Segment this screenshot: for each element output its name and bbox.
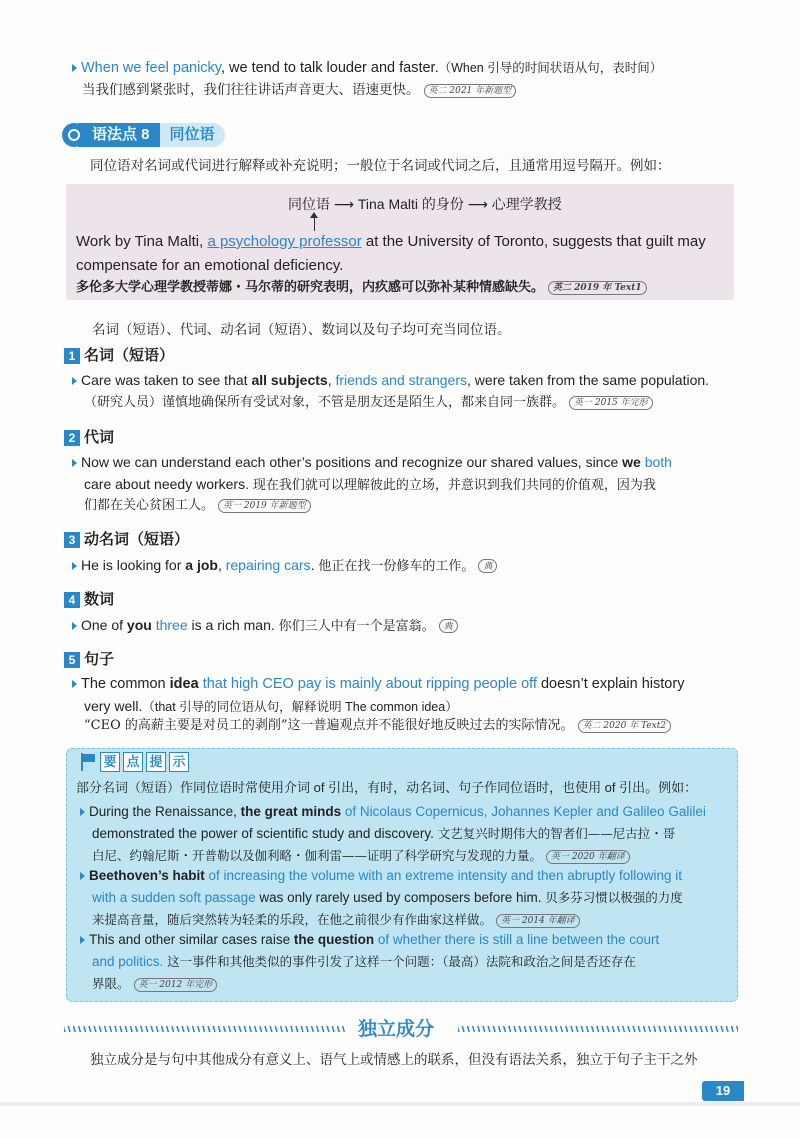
en-segment: doesn’t explain history [536, 676, 685, 692]
item-3-heading [64, 530, 189, 550]
item-1-heading [64, 346, 174, 366]
item-1-cn [84, 393, 653, 413]
cn-text: 贝多芬习惯以极强的力度 [545, 890, 683, 905]
en-segment: , were taken from the same population. [467, 372, 710, 388]
en-segment-bold: the great minds [240, 804, 342, 819]
en-segment: is a rich man. [187, 617, 275, 633]
en-segment: , [217, 557, 226, 573]
intro-en-highlight: When we feel panicky [81, 60, 221, 76]
en-segment-bold: Beethoven’s [89, 868, 173, 883]
en-segment: One of [81, 617, 127, 633]
en-segment: demonstrated the power of scientific study and discovery. [92, 826, 434, 841]
item-title: 句子 [84, 651, 115, 668]
intro-note: （When 引导的时间状语从句，表时间） [438, 61, 663, 75]
item-2-en-line2 [84, 474, 656, 496]
en-segment-highlight: and politics. [92, 954, 164, 969]
item-5-en [72, 674, 684, 694]
grammar-point-title: 同位语 [160, 123, 225, 147]
appositive-diagram: 同位语 ⟶ Tina Malti 的身份 ⟶ 心理学教授 [288, 196, 562, 212]
bullet-icon [72, 680, 77, 688]
tips-char: 要 [100, 752, 120, 772]
item-2-en [72, 452, 672, 472]
arrow-up-icon [310, 212, 318, 218]
bullet-icon [72, 64, 77, 72]
en-segment: The common [81, 676, 170, 692]
item-5-cn [84, 716, 671, 736]
en-segment-highlight: three [155, 617, 188, 633]
example-en-part2: at the University of Toronto, suggests that guilt may [361, 233, 706, 250]
cn-text: 界限。 [92, 976, 130, 991]
cn-text: 们都在关心贫困工人。 [84, 498, 215, 513]
source-tag: 英二 2021 年新题型 [424, 84, 517, 98]
cn-text: “CEO 的高薪主要是对员工的剥削”这一普遍观点并不能很好地反映过去的实际情况。 [84, 718, 574, 733]
cn-text: 这一事件和其他类似的事件引发了这样一个问题：（最高）法院和政治之间是否还存在 [167, 954, 636, 969]
definition-text: 同位语对名词或代词进行解释或补充说明；一般位于名词或代词之后，且通常用逗号隔开。例如： [90, 158, 671, 173]
bullet-icon [72, 459, 77, 467]
divider [458, 1026, 738, 1032]
source-tag: 英一 2012 年完形 [134, 978, 218, 992]
en-segment-highlight: both [644, 454, 672, 470]
en-segment-bold: a job [185, 557, 218, 573]
en-segment-highlight: of Nicolaus Copernicus, Johannes Kepler and Galileo Galilei [341, 804, 706, 819]
bullet-icon [80, 872, 85, 880]
item-2-cn-line2 [84, 496, 311, 516]
example-cn-text: 多伦多大学心理学教授蒂娜・马尔蒂的研究表明，内疚感可以弥补某种情感缺失。 [76, 280, 545, 295]
en-segment: , [327, 372, 336, 388]
cn-text: 你们三人中有一个是富翁。 [278, 619, 435, 634]
cn-text: 现在我们就可以理解彼此的立场，并意识到我们共同的价值观，因为我 [252, 478, 656, 493]
en-segment-highlight: that high CEO pay is mainly about ripping people off [202, 676, 537, 692]
bottom-bar [0, 1102, 800, 1106]
tips-example-1-line2 [92, 824, 675, 844]
en-segment: Now we can understand each other’s positions and recognize our shared values, since [81, 454, 623, 470]
tips-char: 提 [146, 752, 166, 772]
tips-example-2-line2 [92, 888, 683, 908]
cn-text: 他正在找一份修车的工作。 [318, 559, 475, 574]
source-tag: 典 [439, 619, 458, 633]
divider [64, 1026, 346, 1032]
en-segment-bold: the question [293, 932, 375, 947]
en-segment-bold: idea [169, 676, 199, 692]
en-segment-highlight: friends and strangers [335, 372, 468, 388]
example-en-part1: Work by Tina Malti, [76, 233, 208, 250]
bullet-icon [72, 377, 77, 385]
tips-example-3 [80, 930, 659, 950]
en-segment-bold: we [622, 454, 641, 470]
en-segment-bold: you [126, 617, 152, 633]
tips-example-1 [80, 802, 706, 822]
bullet-icon [72, 562, 77, 570]
item-title: 代词 [84, 429, 115, 446]
example-box-en [76, 232, 706, 252]
number-badge: 1 [64, 348, 80, 364]
section-title: 独立成分 [358, 1019, 435, 1040]
en-segment: was only rarely used by composers before him. [255, 890, 542, 905]
item-5-heading [64, 650, 114, 670]
source-tag: 英一 2014 年翻译 [496, 914, 580, 928]
source-tag: 英二 2020 年 Text2 [578, 719, 672, 733]
tips-example-1-cn [92, 846, 630, 866]
en-segment: He is looking for [81, 557, 186, 573]
number-badge: 5 [64, 652, 80, 668]
intro-en-rest: , we tend to talk louder and faster. [220, 60, 439, 76]
item-4-heading [64, 590, 114, 610]
intro-cn-text: 当我们感到紧张时，我们往往讲话声音更大、语速更快。 [82, 82, 420, 98]
cn-text: （研究人员）谨慎地确保所有受试对象，不管是朋友还是陌生人，都来自同一族群。 [84, 395, 566, 410]
intro-example-en [72, 58, 662, 78]
item-title: 名词（短语） [84, 347, 175, 364]
source-tag: 英一 2019 年新题型 [218, 499, 311, 513]
section-heading [0, 1014, 800, 1040]
item-1-en [72, 370, 709, 390]
intro-example-cn [82, 80, 516, 100]
en-segment: Care was taken to see that [81, 372, 252, 388]
source-tag: 英二 2019 年 Text1 [548, 281, 647, 295]
item-5-en-line2 [84, 696, 458, 717]
tips-char: 示 [169, 752, 189, 772]
tips-example-2 [80, 866, 682, 886]
cn-text: 白尼、约翰尼斯・开普勒以及伽利略・伽利雷——证明了科学研究与发现的力量。 [92, 848, 543, 863]
appositive-highlight: a psychology professor [207, 233, 362, 250]
bullet-icon [80, 808, 85, 816]
flag-icon [80, 753, 96, 771]
en-segment: very well. [84, 698, 143, 714]
cn-text: 文艺复兴时期伟大的智者们——尼古拉・哥 [437, 826, 676, 841]
en-segment-bold: habit [172, 868, 205, 883]
bullet-icon [72, 622, 77, 630]
summary-line: 名词（短语）、代词、动名词（短语）、数词以及句子均可充当同位语。 [92, 322, 511, 337]
section-text: 独立成分是与句中其他成分有意义上、语气上或情感上的联系，但没有语法关系，独立于句子主干之外 [90, 1052, 698, 1067]
bullet-icon [80, 936, 85, 944]
tips-example-3-line2 [92, 952, 636, 972]
item-note: （that 引导的同位语从句，解释说明 The common idea） [142, 700, 458, 714]
tips-example-3-cn [92, 974, 217, 994]
item-3-en [72, 555, 497, 577]
number-badge: 2 [64, 430, 80, 446]
en-segment-highlight: repairing cars [225, 557, 311, 573]
item-2-heading [64, 428, 114, 448]
tips-char: 点 [123, 752, 143, 772]
tips-intro: 部分名词（短语）作同位语时常使用介词 of 引出，有时，动名词、句子作同位语时，也使用 of 引出。例如： [76, 780, 698, 795]
en-segment: This and other similar cases raise [89, 932, 294, 947]
grammar-point-heading [62, 122, 225, 148]
page-number: 19 [702, 1081, 744, 1101]
en-segment-highlight: of increasing the volume with an extreme intensity and then abruptly following it [204, 868, 683, 883]
number-badge: 3 [64, 532, 80, 548]
tips-heading [80, 752, 192, 772]
en-segment-highlight: with a sudden soft passage [92, 890, 256, 905]
source-tag: 英一 2020 年翻译 [546, 850, 630, 864]
grammar-point-label: 语法点 8 [78, 123, 160, 147]
source-tag: 典 [478, 559, 497, 573]
en-segment: care about needy workers. [84, 476, 249, 492]
item-title: 动名词（短语） [84, 531, 190, 548]
en-segment: . [310, 557, 315, 573]
cn-text: 来提高音量，随后突然转为轻柔的乐段，在他之前很少有作曲家这样做。 [92, 912, 493, 927]
tips-example-2-cn [92, 910, 580, 930]
example-box-cn [76, 278, 647, 298]
example-box-en-line2: compensate for an emotional deficiency. [76, 257, 344, 274]
en-segment-bold: all subjects [251, 372, 328, 388]
en-segment-highlight: of whether there is still a line between the court [374, 932, 660, 947]
en-segment: During the Renaissance, [89, 804, 241, 819]
item-4-en [72, 615, 458, 637]
number-badge: 4 [64, 592, 80, 608]
item-title: 数词 [84, 591, 115, 608]
source-tag: 英一 2015 年完形 [569, 396, 653, 410]
search-icon [62, 123, 86, 147]
